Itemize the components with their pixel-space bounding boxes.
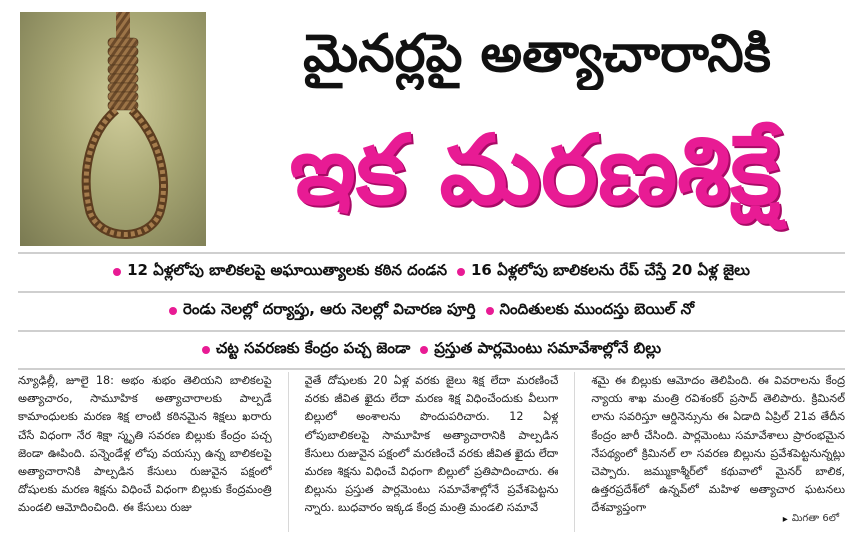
arrow-right-icon: ▸ <box>782 513 788 525</box>
divider <box>18 291 845 293</box>
bullet-item <box>169 300 476 322</box>
bullet-item <box>202 339 410 361</box>
bullet-text: 12 ఏళ్లలోపు బాలికలపై అఘాయిత్యాలకు కఠిన దండన <box>127 261 447 279</box>
bullet-row-2 <box>18 294 845 328</box>
article-body <box>18 372 845 532</box>
bullet-dot-icon <box>113 268 121 276</box>
column-divider <box>574 372 575 532</box>
bullet-dot-icon <box>202 346 210 354</box>
bullet-item <box>457 261 750 283</box>
bullet-text: నిందితులకు ముందస్తు బెయిల్ నో <box>499 300 695 318</box>
article-column-2: వైతే దోషులకు 20 ఏళ్ల వరకు జైలు శిక్ష లేదా మరణించే వరకు జీవిత ఖైదు లేదా మరణ శిక్ష విధించేందుకు వీలుగా బిల్లులో అంశాలను పొందుపరిచారు. 12 ఏళ్ల లోపుబాలికలపై సామూహిక అత్యాచారానికి పాల్పడిన కేసులు రుజువైన పక్షంలో మరణించే వరకు జీవిత ఖైదు లేదా మరణ శిక్షను విధించే విధంగా బిల్లులో ప్రతిపాదించారు. ఈ బిల్లును ప్రస్తుత పార్లమెంటు సమావేశాల్లోనే ప్రవేశపెట్టను న్నారు. బుధవారం ఇక్కడ కేంద్ర మంత్రి మండలి సమావే <box>304 374 559 515</box>
noose-photo <box>20 12 206 246</box>
continued-credit <box>783 512 839 526</box>
headline-line2: ఇక మరణశిక్షే <box>289 114 781 226</box>
bullet-text: చట్ట సవరణకు కేంద్రం పచ్చ జెండా <box>215 339 411 357</box>
noose-icon <box>20 12 206 246</box>
bullet-item <box>113 261 447 283</box>
bullet-row-1 <box>18 255 845 289</box>
bullet-item <box>486 300 695 322</box>
article-column-1: న్యూఢిల్లీ, జూలై 18: అభం శుభం తెలియని బాలికలపై అత్యాచారం, సామూహిక అత్యాచారాలకు పాల్పడే కామాంధులకు మరణ శిక్ష లాంటి కఠినమైన శిక్షలు ఖరారు చేసే విధంగా నేర శిక్షా స్మృతి సవరణ బిల్లుకు కేంద్రం పచ్చ జెండా ఊపింది. పన్నెండేళ్ల లోపు వయస్సు ఉన్న బాలికలపై అత్యాచారానికి పాల్పడిన కేసులు రుజువైన పక్షంలో దోషులకు మరణ శిక్షను విధించే విధంగా బిల్లుకు కేంద్రమంత్రి మండలి ఆమోదించింది. ఈ కేసులు రుజు <box>18 374 272 515</box>
divider <box>18 368 845 370</box>
divider <box>18 330 845 332</box>
bullet-item <box>420 339 661 361</box>
bullet-text: ప్రస్తుత పార్లమెంటు సమావేశాల్లోనే బిల్లు <box>434 339 662 357</box>
bullet-dot-icon <box>457 268 465 276</box>
bullet-text: రెండు నెలల్లో దర్యాప్తు, ఆరు నెలల్లో విచారణ పూర్తి <box>182 300 476 318</box>
headline-line1: మైనర్లపై అత్యాచారానికి <box>303 24 771 84</box>
continued-text: మిగతా 6లో <box>791 513 839 524</box>
bullet-dot-icon <box>420 346 428 354</box>
bullet-dot-icon <box>169 307 177 315</box>
bullet-row-3 <box>18 333 845 367</box>
bullet-dot-icon <box>486 307 494 315</box>
article-column-3: శమై ఈ బిల్లుకు ఆమోదం తెలిపింది. ఈ వివరాలను కేంద్ర న్యాయ శాఖ మంత్రి రవిశంకర్ ప్రసాద్ తెలిపారు. క్రిమినల్ లాను సవరిస్తూ ఆర్డినెన్సును ఈ ఏడాది ఏప్రిల్ 21వ తేదీన కేంద్రం జారీ చేసింది. పార్లమెంటు సమావేశాలు ప్రారంభమైన నేపథ్యంలో క్రిమినల్ లా సవరణ బిల్లును ప్రవేశపెట్టనున్నట్లు చెప్పారు. జమ్ముకాశ్మీర్‌లో కథువాలో మైనర్ బాలిక, ఉత్తరప్రదేశ్‌లో ఉన్నవ్‌లో మహిళ అత్యాచార ఘటనలు దేశవ్యాప్తంగా <box>591 374 846 515</box>
bullet-text: 16 ఏళ్లలోపు బాలికలను రేప్ చేస్తే 20 ఏళ్ల జైలు <box>470 261 750 279</box>
divider <box>18 252 845 254</box>
column-divider <box>288 372 289 532</box>
